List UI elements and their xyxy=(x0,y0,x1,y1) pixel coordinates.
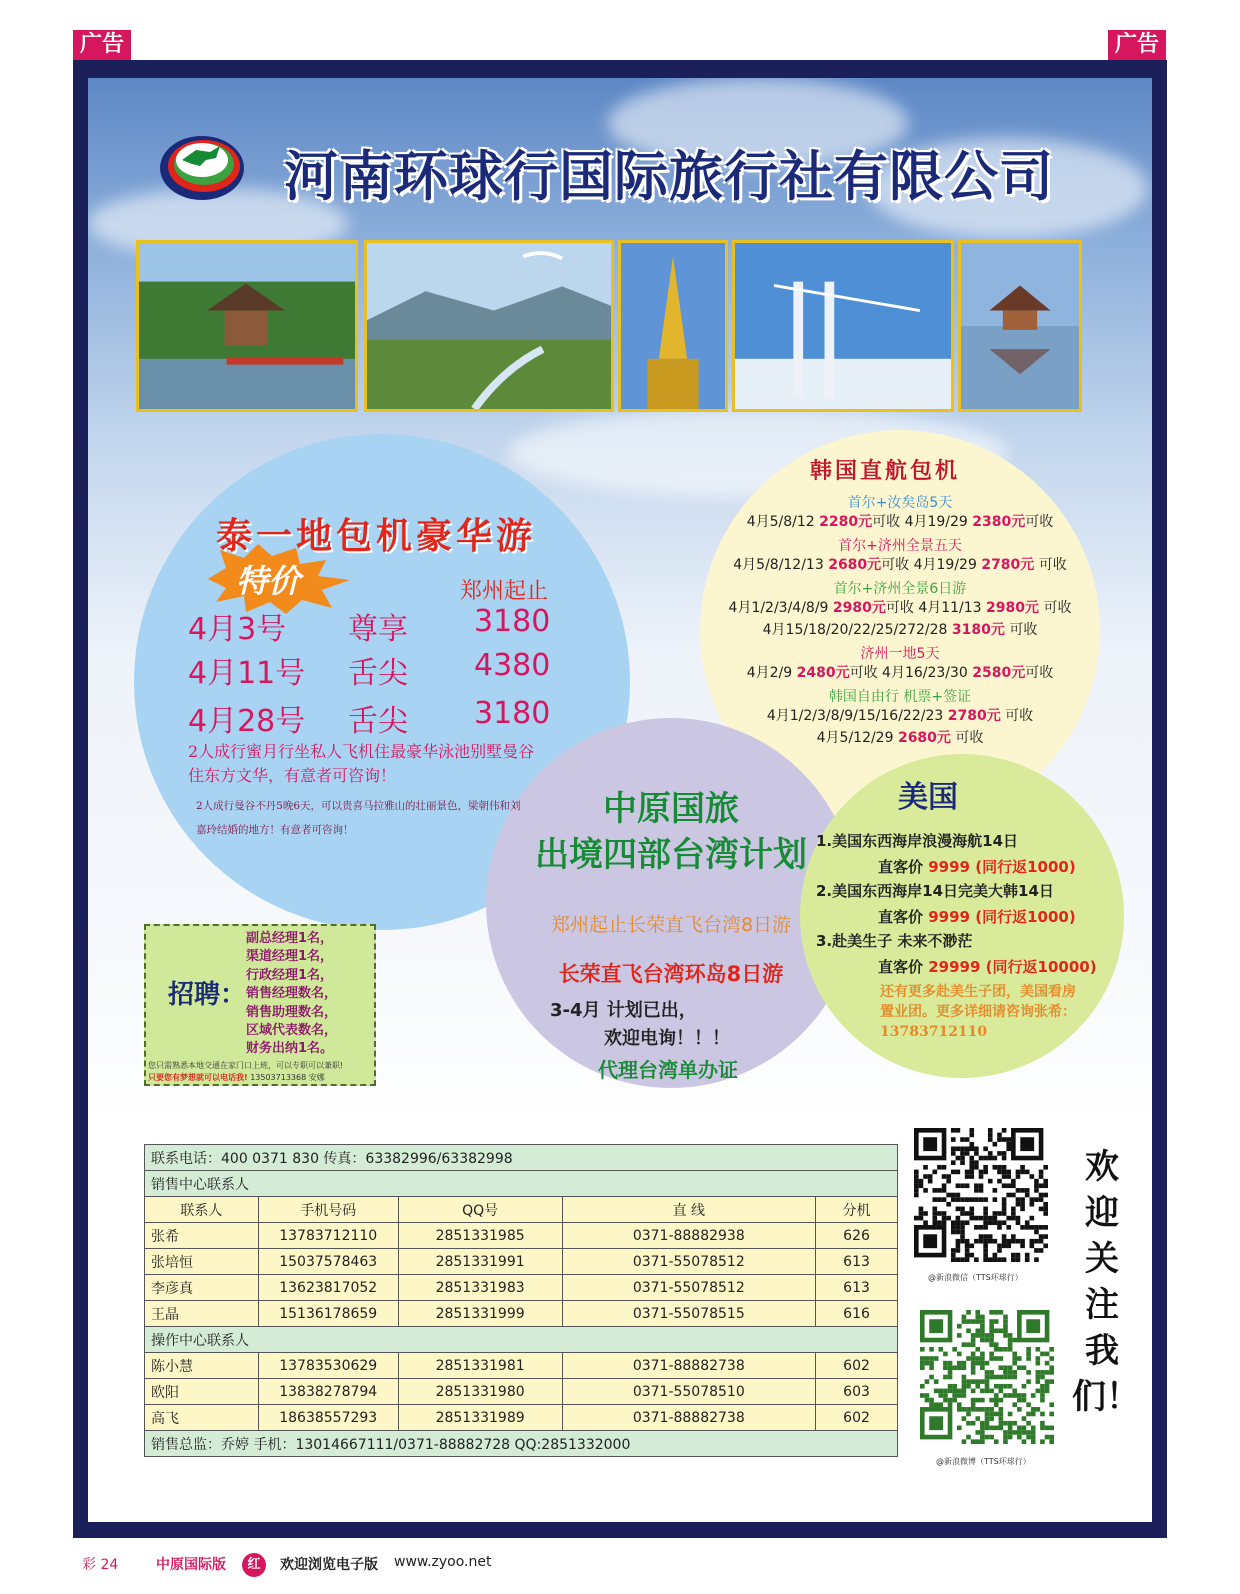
korea-schedule-line: 4月2/9 2480元可收 4月16/23/30 2580元可收 xyxy=(746,665,1054,681)
table-row: 欧阳 13838278794 2851331980 0371-55078510 603 xyxy=(145,1379,898,1405)
photo-snowy-cable-car xyxy=(732,240,954,412)
ad-tag-right: 广告 xyxy=(1108,30,1166,60)
table-section-row: 销售中心联系人 xyxy=(145,1171,898,1197)
taiwan-subtitle: 郑州起止长荣直飞台湾8日游 xyxy=(550,914,792,936)
website-link[interactable]: www.zyoo.net xyxy=(394,1554,492,1570)
table-section-row: 销售总监：乔婷 手机：13014667111/0371-88882728 QQ:2851332000 xyxy=(145,1431,898,1457)
follow-us-text: 欢迎关注我们！ xyxy=(1072,1147,1140,1417)
korea-route-name: 首尔+济州全景五天 xyxy=(838,538,962,554)
weibo-qr-code-icon xyxy=(920,1310,1054,1444)
table-row: 王晶 15136178659 2851331999 0371-55078515 616 xyxy=(145,1301,898,1327)
table-row: 张培恒 15037578463 2851331991 0371-55078512 613 xyxy=(145,1249,898,1275)
korea-title: 韩国直航包机 xyxy=(810,458,961,484)
usa-title: 美国 xyxy=(898,780,958,815)
table-section-row: 操作中心联系人 xyxy=(145,1327,898,1353)
photo-golden-stupa xyxy=(618,240,728,412)
korea-route-name: 济州一地5天 xyxy=(860,646,940,662)
korea-schedule-line: 4月5/8/12/13 2680元可收 4月19/29 2780元 可收 xyxy=(733,557,1067,573)
depart-label: 郑州起止 xyxy=(460,579,549,604)
ad-tag-left: 广告 xyxy=(73,30,131,60)
korea-schedule-line: 4月5/8/12 2280元可收 4月19/29 2380元可收 xyxy=(746,514,1054,530)
table-row: 陈小慧 13783530629 2851331981 0371-88882738 602 xyxy=(145,1353,898,1379)
weibo-caption: @新浪微博（TTS环球行） xyxy=(936,1457,1031,1466)
thailand-note-small: 2人成行曼谷不丹5晚6天，可以贵喜马拉雅山的壮丽景色，梁朝伟和刘嘉玲结婚的地方！有意者可咨询！ xyxy=(196,800,521,836)
recruit-title: 招聘： xyxy=(168,980,247,1010)
photo-pavilion-reflection xyxy=(958,240,1082,412)
taiwan-call: 欢迎电询！！！ xyxy=(604,1028,730,1049)
recruit-footer: 您只需熟悉本地交通在家门口上班，可以专职可以兼职! 只要您有梦想就可以电话我! 13503713368 安娜 xyxy=(148,1061,344,1082)
edition-name: 中原国际版 xyxy=(156,1557,226,1573)
edition-badge: 红 xyxy=(242,1553,266,1577)
table-row: 李彦真 13623817052 2851331983 0371-55078512 613 xyxy=(145,1275,898,1301)
travel-ad-poster: 河南环球行国际旅行社有限公司 泰一地包机豪华游 特价 郑州起止 4月3号 尊享 3180 4月11号 舌尖 4380 4月28号 舌尖 3180 2人成行蜜月行坐私人飞机住最豪华泳池别墅曼谷住东方文华，有意者可咨询！ 2人成行曼谷不丹5晚6天，可以贵喜马拉雅山的壮丽景色，梁朝伟和刘嘉玲结婚的地方！有意者可咨询！ 韩国直航包机 首尔+汝矣岛5天 4月5/8/12 2280元可收 4月19/29 2380元可收 首尔+济州全景五天 4月5/8/12/13 2680元可收 4月19/29 2780元 可收 首尔+济州全景6日游 4月1/2/3/4/8/9 2980元可收 4月11/13 2980元 可收 4月15/18/20/22/25/272/28 3180元 可收 济州一地5天 4月2/9 2480元可收 4月16/23/30 2580元可收 韩国自由行 机票+签证 4月1/2/3/8/9/15/16/22/23 2780元 可收 4月5/12/29 2680元 可收 中原国旅 出境四部台湾计划 郑州起止长荣直飞台湾8日游 长荣直飞台湾环岛8日游 3-4月 计划已出， 欢迎电询！！！ 代理台湾单办证 美国 1.美国东西海岸浪漫海航14日 直客价 9999 (同行返1000) 2.美国东西海岸14日完美大韩14日 直客价 9999 (同行返1000) 3.赴美生子 未来不渺茫 直客价 29999 (同行返10000) 还有更多赴美生子团，美国看房置业团。更多详细请咨询张希：13783712110 招聘： 副总经理1名， 渠道经理1名， 行政经理1名， 销售经理数名， 销售助理数名， 区域代表数名， 财务出纳1名。 您只需熟悉本地交通在家门口上班，可以专职可以兼职! 只要您有梦想就可以电话我! 13503713368 安娜 联系电话：400 0371 830 传真：63382996/63382998 销售中心联系人 联系人 手机号码 QQ号 直 线 分机 张希 13783712110 2851331985 0371-88882938 626 张培恒 15037578463 2851331991 0371-55078512 613 李彦真 13623817052 2851331983 0371-55078512 613 王晶 15136178659 2851331999 0371-55078515 616 操作中心联系人 陈小慧 13783530629 2851331981 0371-88882738 602 欧阳 13838278794 2851331980 0371-55078510 603 高飞 18638557293 2851331989 0371-88882738 602 销售总监：乔婷 手机：13014667111/0371-88882728 QQ:2851332000 @新浪微信（TTS环球行） @新浪微博（TTS环球行） 欢迎关注我们！ xyxy=(88,78,1152,1522)
usa-item: 3.赴美生子 未来不渺茫 xyxy=(816,932,973,950)
contact-table xyxy=(144,1144,898,1457)
recruit-positions: 副总经理1名， 渠道经理1名， 行政经理1名， 销售经理数名， 销售助理数名， 区域代表数名， 财务出纳1名。 xyxy=(246,931,338,1057)
korea-schedule-line: 4月15/18/20/22/25/272/28 3180元 可收 xyxy=(762,622,1038,638)
usa-item: 2.美国东西海岸14日完美大韩14日 xyxy=(816,882,1054,900)
thailand-title: 泰一地包机豪华游 xyxy=(216,515,537,557)
korea-schedule-line: 4月1/2/3/4/8/9 2980元可收 4月11/13 2980元 可收 xyxy=(728,600,1072,616)
usa-price: 直客价 9999 (同行返1000) xyxy=(878,908,1076,926)
korea-route-name: 韩国自由行 机票+签证 xyxy=(828,689,972,705)
taiwan-title-2: 出境四部台湾计划 xyxy=(535,835,807,875)
special-price-label: 特价 xyxy=(236,562,301,600)
recruitment-box xyxy=(144,924,376,1086)
photo-valley-with-paraglider xyxy=(364,240,614,412)
usa-item: 1.美国东西海岸浪漫海航14日 xyxy=(816,832,1019,850)
usa-price: 直客价 29999 (同行返10000) xyxy=(878,958,1097,976)
usa-price: 直客价 9999 (同行返1000) xyxy=(878,858,1076,876)
weixin-caption: @新浪微信（TTS环球行） xyxy=(928,1273,1023,1282)
taiwan-plan: 3-4月 计划已出， xyxy=(550,1000,697,1021)
korea-route-name: 首尔+汝矣岛5天 xyxy=(847,495,953,511)
table-row: 高飞 18638557293 2851331989 0371-88882738 602 xyxy=(145,1405,898,1431)
taiwan-tour-name: 长荣直飞台湾环岛8日游 xyxy=(558,962,784,986)
taiwan-title: 中原国旅 xyxy=(603,789,739,829)
table-header-row: 联系人 手机号码 QQ号 直 线 分机 xyxy=(145,1197,898,1223)
usa-note: 还有更多赴美生子团，美国看房置业团。更多详细请咨询张希：13783712110 xyxy=(880,984,1076,1040)
korea-schedule-line: 4月5/12/29 2680元 可收 xyxy=(816,730,984,746)
weixin-qr-code-icon xyxy=(914,1128,1048,1262)
browse-label: 欢迎浏览电子版 xyxy=(280,1557,378,1573)
korea-route-name: 首尔+济州全景6日游 xyxy=(833,581,967,597)
table-section-row: 联系电话：400 0371 830 传真：63382996/63382998 xyxy=(145,1145,898,1171)
photo-pavilion-on-lake xyxy=(136,240,358,412)
table-row: 张希 13783712110 2851331985 0371-88882938 626 xyxy=(145,1223,898,1249)
running-horse-globe-logo-icon xyxy=(156,126,248,204)
thailand-note: 2人成行蜜月行坐私人飞机住最豪华泳池别墅曼谷住东方文华，有意者可咨询！ xyxy=(188,742,535,785)
korea-schedule-line: 4月1/2/3/8/9/15/16/22/23 2780元 可收 xyxy=(766,708,1034,724)
page-number: 彩 24 xyxy=(82,1557,119,1573)
company-name: 河南环球行国际旅行社有限公司 xyxy=(284,144,1054,208)
taiwan-visa: 代理台湾单办证 xyxy=(598,1058,738,1082)
